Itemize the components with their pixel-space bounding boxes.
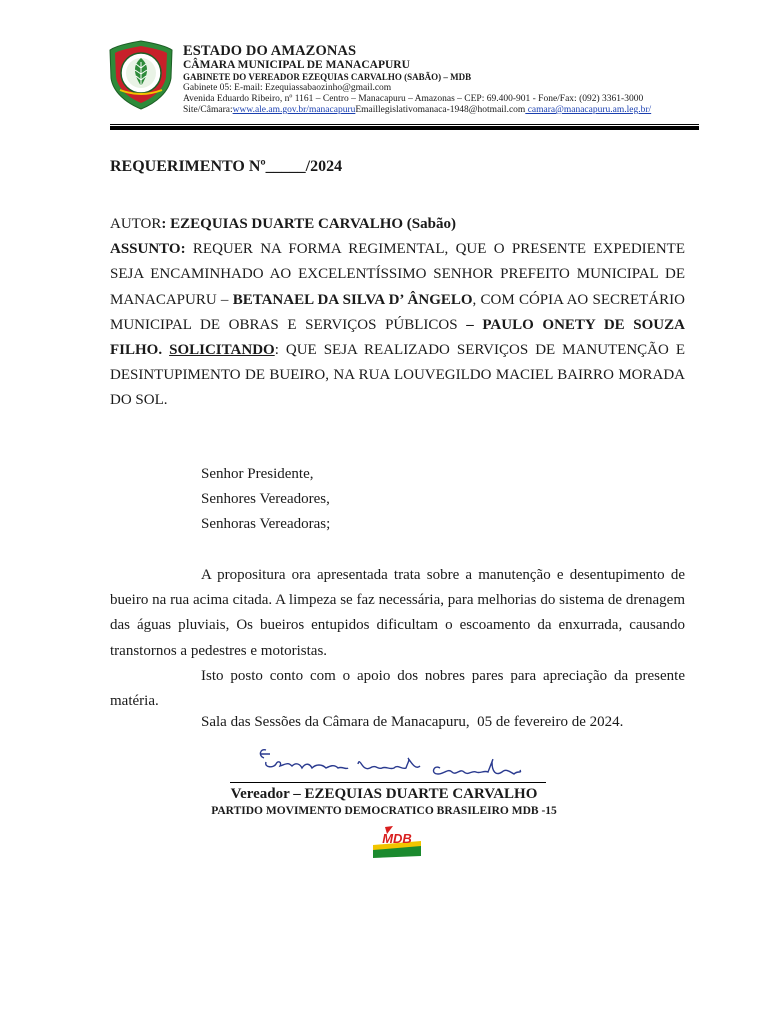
site-prefix: Site/Câmara: (183, 105, 233, 115)
justification (110, 563, 685, 714)
email-text: Emaillegislativomanaca-1948@hotmail.com (355, 105, 526, 115)
salutation-line: Senhor Presidente, (201, 466, 314, 482)
letterhead-text (183, 43, 703, 116)
header-thick-rule (110, 126, 699, 130)
signature-line (230, 782, 546, 783)
justification-paragraph: A propositura ora apresentada trata sobre a manutenção e desentupimento de bueiro na rua acima citada. A limpeza se faz necessária, para melhorias do sistema de drenagem das águas pluviais, Os bueiros entupidos dificultam o escoamento da enxurrada, causando transtornos a pedestres e motoristas. (110, 567, 685, 659)
mdb-logo-icon (371, 824, 423, 858)
author-line (110, 212, 685, 237)
salutation-line: Senhoras Vereadoras; (201, 516, 331, 533)
address-line: Avenida Eduardo Ribeiro, nº 1161 – Centro – Manacapuru – Amazonas – CEP: 69.400-901 - Fone/Fax: (092) 3361-3000 (183, 94, 644, 104)
letterhead (108, 38, 700, 126)
subject-label: ASSUNTO: (110, 241, 186, 258)
office-email: Gabinete 05: E-mail: Ezequiassabaozinho@gmail.com (183, 83, 392, 93)
email-link[interactable]: camara@manacapuru.am.leg.br/ (525, 105, 652, 115)
camara-seal-icon (108, 40, 174, 110)
closing-paragraph: Isto posto conto com o apoio dos nobres pares para apreciação da presente matéria. (110, 667, 685, 710)
handwritten-signature (230, 742, 546, 784)
secretary-name: – PAULO ONETY DE SOUZA FILHO. (110, 316, 685, 359)
svg-text:MDB: MDB (382, 831, 412, 846)
author-label: AUTOR (110, 216, 162, 232)
document-title: REQUERIMENTO Nº_____/2024 (110, 158, 343, 175)
site-link[interactable]: www.ale.am.gov.br/manacapuru (232, 105, 356, 115)
author-value: : EZEQUIAS DUARTE CARVALHO (Sabão) (161, 216, 456, 232)
subject-text-3: : QUE SEJA REALIZADO SERVIÇOS DE MANUTENÇÃO E DESINTUPIMENTO DE BUEIRO, NA RUA LOUVEGILDO MACIEL BAIRRO MORADA DO SOL. (110, 342, 686, 409)
header-thin-rule (110, 124, 699, 125)
state-name: ESTADO DO AMAZONAS (183, 43, 357, 59)
office-name: GABINETE DO VEREADOR EZEQUIAS CARVALHO (SABÃO) – MDB (183, 72, 472, 82)
chamber-name: CÂMARA MUNICIPAL DE MANACAPURU (183, 59, 410, 71)
salutation (201, 462, 330, 538)
salutation-line: Senhores Vereadores, (201, 491, 330, 508)
subject-paragraph (110, 237, 685, 413)
request-block (110, 212, 685, 414)
subject-text-1: REQUER NA FORMA REGIMENTAL, QUE O PRESENTE EXPEDIENTE SEJA ENCAMINHADO AO EXCELENTÍSSIMO SENHOR PREFEITO MUNICIPAL DE MANACAPURU – (110, 241, 685, 308)
signer-name: Vereador – EZEQUIAS DUARTE CARVALHO (230, 786, 538, 802)
party-name: PARTIDO MOVIMENTO DEMOCRATICO BRASILEIRO MDB -15 (211, 805, 557, 817)
solicitando-label: SOLICITANDO (169, 342, 275, 359)
site-line (183, 105, 703, 116)
place-date: Sala das Sessões da Câmara de Manacapuru, 05 de fevereiro de 2024. (201, 714, 624, 730)
subject-text-2: , COM CÓPIA AO SECRETÁRIO MUNICIPAL DE OBRAS E SERVIÇOS PÚBLICOS (110, 291, 685, 333)
mayor-name: BETANAEL DA SILVA D’ ÂNGELO (232, 291, 473, 308)
